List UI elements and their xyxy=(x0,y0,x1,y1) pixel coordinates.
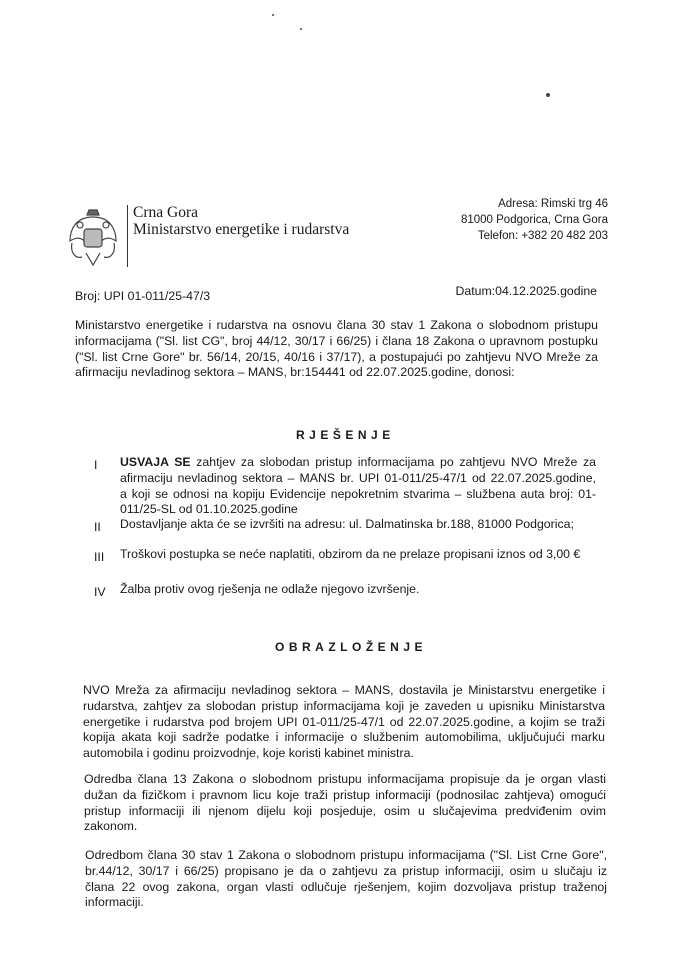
line-text: zahtjev za slobodan pristup informacijama po zahtjevu NVO Mreže za xyxy=(190,455,596,469)
reasoning-paragraph xyxy=(85,848,607,911)
decision-item xyxy=(120,582,596,598)
text-line: člana 22 ovog zakona, organ vlasti odlučuje rješenjem, kojim dozvoljava pristup traženoj xyxy=(85,879,607,894)
reasoning-paragraph xyxy=(84,772,606,835)
bold-lead: USVAJA SE xyxy=(120,455,191,469)
text-line: Troškovi postupka se neće naplatiti, obzirom da ne prelaze propisani iznos od 3,00 € xyxy=(120,547,581,561)
text-line: Odredba člana 13 Zakona o slobodnom pristupu informacijama propisuje da je organ vlasti xyxy=(84,772,606,786)
text-line: informacijama ("Sl. list CG", broj 44/12, 30/17 i 66/25) i člana 18 Zakona o upravnom postupku xyxy=(75,333,598,348)
city-line: 81000 Podgorica, Crna Gora xyxy=(460,214,608,226)
text-line: automobila i godinu proizvodnje, koje koristi kabinet ministra. xyxy=(83,746,414,761)
document-date: Datum:04.12.2025.godine xyxy=(455,284,597,298)
country-name: Crna Gora xyxy=(133,204,198,221)
scan-speck xyxy=(272,14,274,16)
text-line: pristup informaciji ili njenom dijelu koji posjeduje, osim u slučajevima predviđenim ovim xyxy=(84,803,606,818)
item-numeral: III xyxy=(94,550,105,564)
item-numeral: IV xyxy=(94,585,106,599)
scan-speck xyxy=(300,28,302,30)
text-line: afirmaciju nevladinog sektora – MANS br. UPI 01-011/25-47/1 od 22.07.2025.godine, xyxy=(120,470,596,485)
decision-item xyxy=(120,517,596,533)
decision-title: RJEŠENJE xyxy=(296,428,395,442)
intro-paragraph xyxy=(75,318,598,381)
text-line: energetike i rudarstva pod brojem UPI 01-011/25-47/1 od 22.07.2025.godine, a kojim se traži xyxy=(83,714,605,729)
text-line: Ministarstvo energetike i rudarstva na osnovu člana 30 stav 1 Zakona o slobodnom pristupu xyxy=(75,318,598,332)
reasoning-title: OBRAZLOŽENJE xyxy=(275,640,428,654)
document-number: Broj: UPI 01-011/25-47/3 xyxy=(75,289,211,303)
text-line: kopija akata koji sadrže podatke i informacije o službenim automobilima, uključujući marku xyxy=(83,730,605,745)
text-line xyxy=(120,455,596,471)
text-line: ("Sl. list Crne Gore" br. 56/14, 20/15, 40/16 i 37/17), a postupajući po zahtjevu NVO Mreže za xyxy=(75,349,598,364)
text-line: afirmaciju nevladinog sektora – MANS, br:154441 od 22.07.2025.godine, donosi: xyxy=(75,365,515,380)
text-line: NVO Mreža za afirmaciju nevladinog sektora – MANS, dostavila je Ministarstvu energetike i xyxy=(83,683,605,697)
text-line: Žalba protiv ovog rješenja ne odlaže njegovo izvršenje. xyxy=(120,582,420,596)
text-line: Odredbom člana 30 stav 1 Zakona o slobodnom pristupu informacijama ("Sl. List Crne Gore", xyxy=(85,848,607,862)
item-numeral: II xyxy=(94,520,101,534)
text-line: br.44/12, 30/17 i 66/25) propisano je da o zahtjevu za pristup informaciji, osim u slučaju iz xyxy=(85,863,607,878)
coat-of-arms-icon xyxy=(66,207,120,269)
text-line: informaciji. xyxy=(85,895,144,910)
scan-speck xyxy=(546,93,550,97)
item-numeral: I xyxy=(94,458,98,472)
text-line: rudarstva, zahtjev za slobodan pristup informacijama koji je zaveden u upisniku Ministarstva xyxy=(83,698,605,713)
text-line: Dostavljanje akta će se izvršiti na adresu: ul. Dalmatinska br.188, 81000 Podgorica; xyxy=(120,517,574,531)
header-divider xyxy=(127,205,128,267)
text-line: dužan da fizičkom i pravnom licu koje traži pristup informaciji (podnosilac zahtjeva) omogući xyxy=(84,787,606,802)
text-line: a koji se odnosi na kopiju Evidencije nepokretnim stvarima – službena auta broj: 01- xyxy=(120,486,596,501)
address-block xyxy=(461,196,608,244)
reasoning-paragraph xyxy=(83,683,605,762)
decision-item xyxy=(120,547,596,563)
decision-item xyxy=(120,455,596,518)
text-line: zakonom. xyxy=(84,819,138,834)
text-line: 011/25-SL od 01.10.2025.godine xyxy=(120,502,298,517)
ministry-name: Ministarstvo energetike i rudarstva xyxy=(133,221,350,238)
phone-line: Telefon: +382 20 482 203 xyxy=(477,230,608,242)
address-line: Adresa: Rimski trg 46 xyxy=(498,198,608,210)
